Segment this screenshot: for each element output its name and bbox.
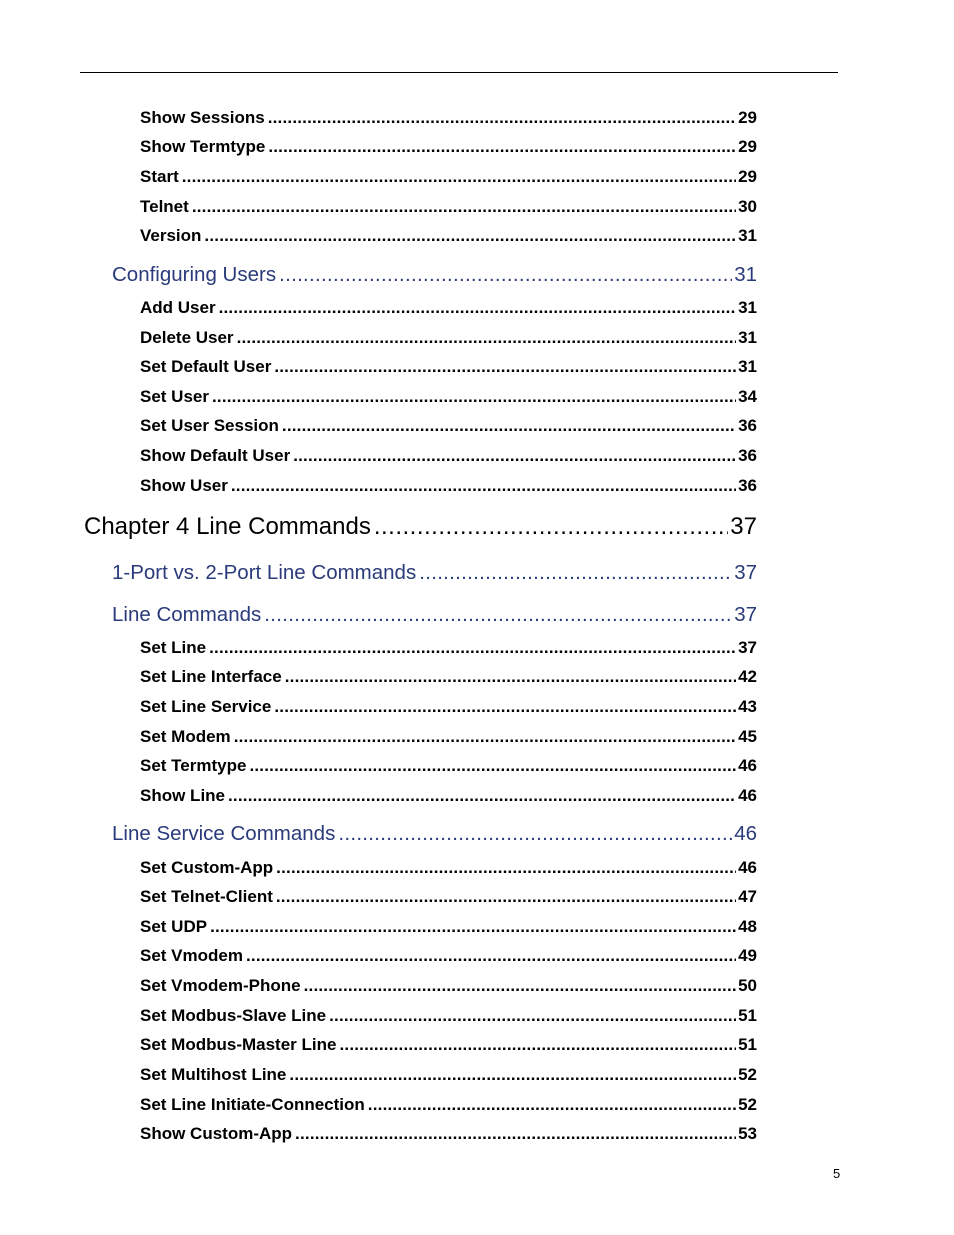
- toc-entry-page: 37: [734, 561, 757, 584]
- toc-entry-title: Show Sessions: [140, 108, 265, 127]
- toc-leader-dots: [268, 108, 736, 128]
- toc-entry-title: Set Telnet-Client: [140, 887, 273, 906]
- toc-entry-page: 52: [738, 1065, 757, 1084]
- toc-leader-dots: [274, 697, 736, 717]
- toc-entry-title: Show Termtype: [140, 137, 266, 156]
- toc-leader-dots: [231, 476, 736, 496]
- toc-leader-dots: [237, 328, 737, 348]
- toc-leader-dots: [276, 858, 736, 878]
- toc-entry-page: 53: [738, 1124, 757, 1143]
- toc-entry-page: 43: [738, 697, 757, 716]
- toc-entry-title: Show Default User: [140, 446, 291, 465]
- toc-entry-title: Set User: [140, 387, 209, 406]
- toc-leader-dots: [264, 603, 732, 627]
- toc-entry-page: 42: [738, 667, 757, 686]
- toc-entry-section[interactable]: [112, 263, 757, 287]
- toc-entry-page: 46: [738, 858, 757, 877]
- toc-entry-page: 46: [738, 756, 757, 775]
- toc-leader-dots: [276, 887, 736, 907]
- toc-leader-dots: [282, 416, 736, 436]
- page-number: 5: [833, 1166, 841, 1181]
- toc-entry-page: 49: [738, 946, 757, 965]
- toc-leader-dots: [295, 1124, 736, 1144]
- toc-entry-title: Delete User: [140, 328, 234, 347]
- toc-entry-page: 36: [738, 416, 757, 435]
- toc-entry-subsection[interactable]: [140, 476, 757, 496]
- toc-entry-page: 31: [738, 226, 757, 245]
- toc-entry-subsection[interactable]: [140, 946, 757, 966]
- toc-leader-dots: [289, 1065, 736, 1085]
- toc-entry-page: 47: [738, 887, 757, 906]
- toc-leader-dots: [304, 976, 736, 996]
- toc-entry-page: 31: [734, 263, 757, 286]
- toc-entry-title: 1-Port vs. 2-Port Line Commands: [112, 561, 417, 584]
- toc-leader-dots: [182, 167, 736, 187]
- toc-entry-title: Set Termtype: [140, 756, 247, 775]
- toc-leader-dots: [274, 357, 736, 377]
- toc-leader-dots: [368, 1095, 736, 1115]
- toc-leader-dots: [234, 727, 736, 747]
- toc-entry-title: Set Vmodem-Phone: [140, 976, 301, 995]
- toc-entry-subsection[interactable]: [140, 416, 757, 436]
- toc-entry-page: 29: [738, 137, 757, 156]
- toc-entry-subsection[interactable]: [140, 197, 757, 217]
- toc-entry-title: Set UDP: [140, 917, 208, 936]
- toc-entry-subsection[interactable]: [140, 858, 757, 878]
- toc-entry-title: Set Custom-App: [140, 858, 274, 877]
- toc-entry-title: Start: [140, 167, 179, 186]
- toc-entry-title: Configuring Users: [112, 263, 277, 286]
- toc-leader-dots: [339, 1035, 736, 1055]
- toc-entry-subsection[interactable]: [140, 328, 757, 348]
- toc-entry-subsection[interactable]: [140, 786, 757, 806]
- toc-entry-subsection[interactable]: [140, 887, 757, 907]
- toc-entry-subsection[interactable]: [140, 137, 757, 157]
- toc-entry-subsection[interactable]: [140, 167, 757, 187]
- toc-leader-dots: [329, 1006, 736, 1026]
- toc-entry-title: Set Modem: [140, 727, 231, 746]
- toc-leader-dots: [279, 263, 732, 287]
- header-rule: [80, 72, 838, 73]
- toc-entry-subsection[interactable]: [140, 357, 757, 377]
- toc-entry-page: 36: [738, 476, 757, 495]
- toc-entry-page: 52: [738, 1095, 757, 1114]
- toc-leader-dots: [192, 197, 736, 217]
- toc-entry-subsection[interactable]: [140, 1065, 757, 1085]
- toc-entry-chapter[interactable]: [84, 513, 757, 541]
- toc-entry-subsection[interactable]: [140, 108, 757, 128]
- toc-entry-page: 48: [738, 917, 757, 936]
- toc-entry-title: Set Modbus-Master Line: [140, 1035, 337, 1054]
- toc-entry-title: Set Vmodem: [140, 946, 243, 965]
- toc-entry-subsection[interactable]: [140, 446, 757, 466]
- toc-entry-subsection[interactable]: [140, 667, 757, 687]
- toc-entry-subsection[interactable]: [140, 226, 757, 246]
- toc-leader-dots: [228, 786, 736, 806]
- toc-leader-dots: [204, 226, 736, 246]
- toc-entry-title: Set Modbus-Slave Line: [140, 1006, 327, 1025]
- toc-leader-dots: [219, 298, 737, 318]
- toc-entry-section[interactable]: [112, 603, 757, 627]
- toc-leader-dots: [285, 667, 736, 687]
- toc-entry-subsection[interactable]: [140, 917, 757, 937]
- toc-leader-dots: [249, 756, 736, 776]
- toc-leader-dots: [293, 446, 736, 466]
- toc-entry-page: 31: [738, 328, 757, 347]
- toc-entry-page: 51: [738, 1006, 757, 1025]
- toc-entry-title: Set Line: [140, 638, 207, 657]
- toc-entry-page: 34: [738, 387, 757, 406]
- toc-entry-page: 29: [738, 167, 757, 186]
- toc-leader-dots: [268, 137, 736, 157]
- toc-leader-dots: [338, 822, 732, 846]
- toc-entry-title: Line Commands: [112, 603, 262, 626]
- toc-leader-dots: [209, 638, 736, 658]
- toc-entry-title: Set Line Interface: [140, 667, 282, 686]
- toc-entry-subsection[interactable]: [140, 1124, 757, 1144]
- toc-entry-subsection[interactable]: [140, 727, 757, 747]
- toc-entry-subsection[interactable]: [140, 638, 757, 658]
- toc-entry-title: Set Default User: [140, 357, 272, 376]
- toc-entry-subsection[interactable]: [140, 976, 757, 996]
- toc-entry-subsection[interactable]: [140, 1035, 757, 1055]
- toc-entry-page: 45: [738, 727, 757, 746]
- toc-entry-page: 29: [738, 108, 757, 127]
- toc-entry-page: 31: [738, 357, 757, 376]
- toc-leader-dots: [419, 561, 732, 585]
- toc-entry-subsection[interactable]: [140, 1095, 757, 1115]
- toc-entry-subsection[interactable]: [140, 387, 757, 407]
- toc-entry-title: Set Line Initiate-Connection: [140, 1095, 365, 1114]
- toc-entry-title: Telnet: [140, 197, 189, 216]
- toc-entry-page: 50: [738, 976, 757, 995]
- toc-entry-page: 31: [738, 298, 757, 317]
- toc-entry-title: Set Multihost Line: [140, 1065, 287, 1084]
- toc-entry-page: 51: [738, 1035, 757, 1054]
- toc-entry-title: Show Custom-App: [140, 1124, 293, 1143]
- toc-entry-page: 36: [738, 446, 757, 465]
- toc-entry-subsection[interactable]: [140, 697, 757, 717]
- toc-entry-title: Version: [140, 226, 202, 245]
- toc-leader-dots: [374, 513, 728, 541]
- toc-entry-page: 46: [738, 786, 757, 805]
- toc-entry-page: 30: [738, 197, 757, 216]
- toc-leader-dots: [246, 946, 736, 966]
- toc-entry-page: 37: [734, 603, 757, 626]
- toc-entry-section[interactable]: [112, 561, 757, 585]
- toc-entry-title: Set Line Service: [140, 697, 272, 716]
- toc-entry-title: Show Line: [140, 786, 225, 805]
- toc-leader-dots: [212, 387, 736, 407]
- toc-leader-dots: [210, 917, 736, 937]
- toc-entry-title: Line Service Commands: [112, 822, 336, 845]
- toc-entry-title: Set User Session: [140, 416, 279, 435]
- toc-entry-section[interactable]: [112, 822, 757, 846]
- toc-entry-page: 37: [738, 638, 757, 657]
- toc-entry-title: Chapter 4 Line Commands: [84, 513, 371, 540]
- toc-entry-subsection[interactable]: [140, 298, 757, 318]
- toc-entry-subsection[interactable]: [140, 756, 757, 776]
- toc-entry-page: 37: [730, 513, 757, 540]
- toc-entry-subsection[interactable]: [140, 1006, 757, 1026]
- toc-entry-page: 46: [734, 822, 757, 845]
- toc-entry-title: Add User: [140, 298, 216, 317]
- toc-entry-title: Show User: [140, 476, 228, 495]
